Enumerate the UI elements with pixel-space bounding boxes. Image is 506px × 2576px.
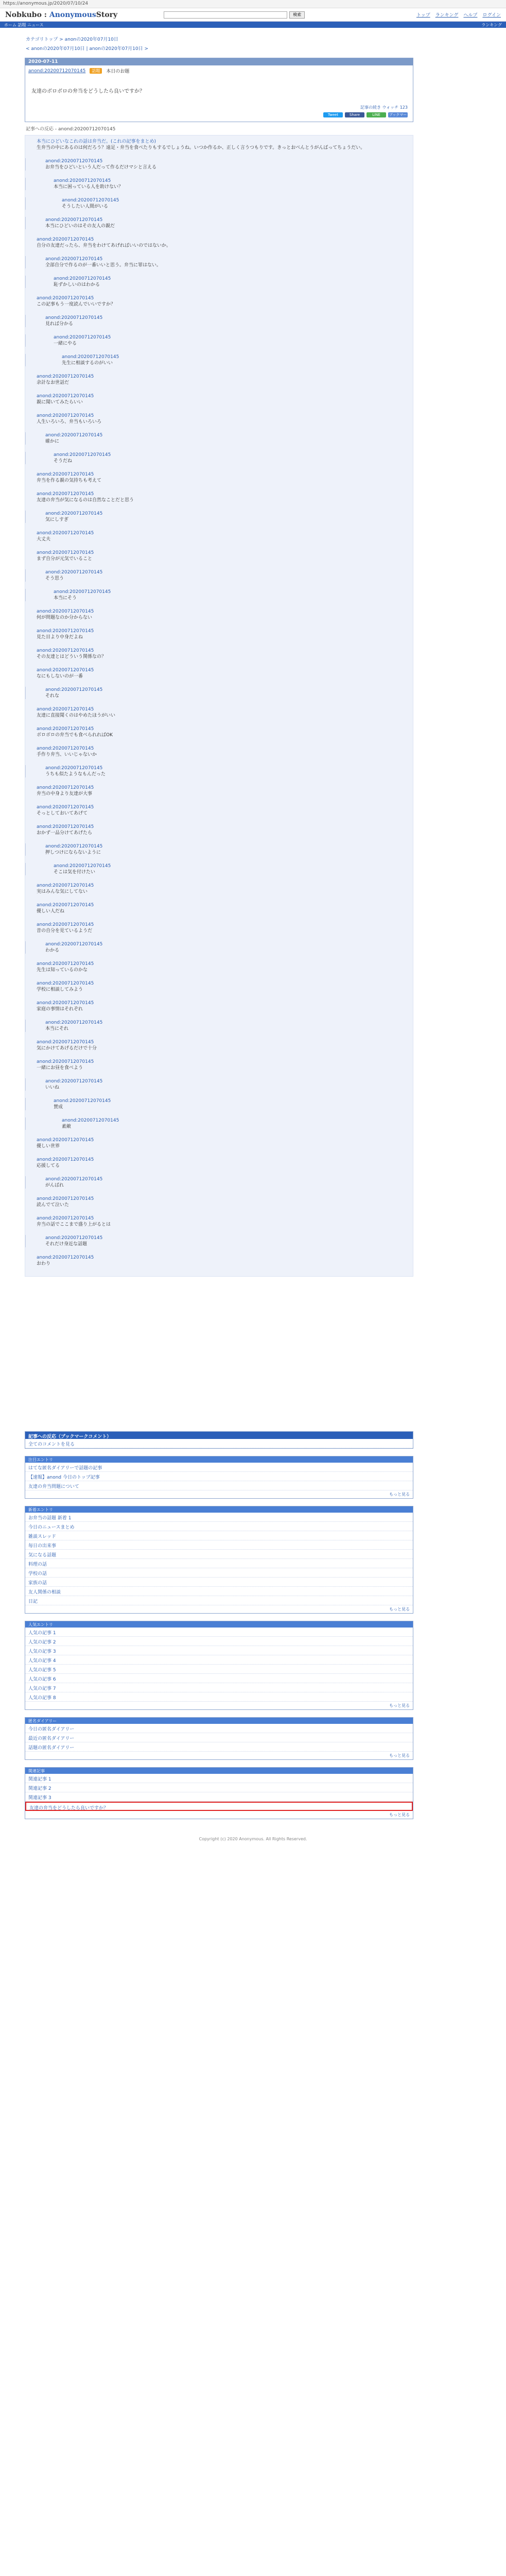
comment-item: [25, 432, 413, 445]
comment-item: [25, 667, 413, 680]
box-row-link[interactable]: 関連記事 3: [25, 1792, 413, 1802]
box-row-link[interactable]: 雑談スレッド: [25, 1531, 413, 1540]
comment-item: [25, 804, 413, 817]
box-row-link[interactable]: 気になる話題: [25, 1550, 413, 1559]
box-row-link[interactable]: 人気の記事 7: [25, 1683, 413, 1692]
box-row-link[interactable]: 友人関係の相談: [25, 1587, 413, 1596]
topic-meta: [25, 65, 413, 76]
share-button[interactable]: Tweet: [323, 112, 343, 117]
comment-author-link[interactable]: 本当にひどいなこれの話は弁当だ。(これの記事をまとめ): [37, 139, 156, 144]
box-row-link[interactable]: 【速報】anond 今日のトップ記事: [25, 1472, 413, 1481]
comment-item: [25, 1255, 413, 1267]
comment-author-link[interactable]: anond:20200712070145: [37, 707, 94, 712]
comment-item: [25, 883, 413, 895]
comment-author-link[interactable]: anond:20200712070145: [37, 981, 94, 986]
comment-author-link[interactable]: anond:20200712070145: [37, 903, 94, 908]
comment-author-link[interactable]: anond:20200712070145: [37, 824, 94, 829]
comment-author-link[interactable]: anond:20200712070145: [37, 1157, 94, 1162]
comment-author-link[interactable]: anond:20200712070145: [37, 492, 94, 497]
comment-text: 昔の自分を見ているようだ: [37, 928, 93, 934]
comment-author-link[interactable]: anond:20200712070145: [45, 570, 103, 575]
comment-author-link[interactable]: anond:20200712070145: [37, 237, 94, 242]
comment-text: 学校に相談してみよう: [37, 987, 83, 992]
info-box: [25, 1431, 413, 1449]
topic-footer[interactable]: 記事の続き ウォッチ 123: [360, 105, 408, 110]
comment-author-link[interactable]: anond:20200712070145: [37, 296, 94, 301]
comment-author-link[interactable]: anond:20200712070145: [45, 1079, 103, 1084]
comment-text: そうだね: [54, 459, 73, 464]
comment-author-link[interactable]: anond:20200712070145: [45, 1020, 103, 1025]
comment-text: まず自分が元気でいること: [37, 556, 93, 562]
comment-item: [25, 1059, 413, 1071]
comment-item: [25, 1215, 413, 1228]
comment-author-link[interactable]: anond:20200712070145: [37, 1001, 94, 1006]
comment-author-link[interactable]: anond:20200712070145: [45, 315, 103, 320]
comment-text: 応援してる: [37, 1163, 60, 1168]
comment-list: [25, 135, 413, 1277]
comment-author-link[interactable]: anond:20200712070145: [45, 257, 103, 262]
url-text: https://anonymous.jp/2020/07/10/24: [3, 1, 89, 6]
topic-date: 2020-07-11: [25, 58, 413, 65]
pager-line[interactable]: < anonの2020年07月10日 | anonの2020年07月10日 >: [26, 46, 149, 52]
box-row-link[interactable]: 今日のニュースまとめ: [25, 1522, 413, 1531]
more-link[interactable]: もっと見る: [389, 1753, 410, 1758]
info-box: [25, 1621, 413, 1710]
comment-text: 弁当を作る親の気持ちも考えて: [37, 478, 102, 483]
box-row-link[interactable]: 家族の話: [25, 1578, 413, 1587]
comment-text: 本当にひどいのはその友人の親だ: [45, 224, 115, 229]
comment-author-link[interactable]: anond:20200712070145: [37, 726, 94, 732]
comment-text: 大丈夫: [37, 537, 51, 542]
comment-item: [25, 315, 413, 327]
header-search: [164, 11, 305, 19]
comment-text: 優しい人だね: [37, 909, 65, 914]
comment-text: 確かに: [45, 439, 60, 444]
header-links: [416, 11, 501, 18]
comment-text: それだけ身近な話題: [45, 1242, 88, 1247]
box-row-link[interactable]: 料理の話: [25, 1559, 413, 1568]
comment-text: 先生は知っているのかな: [37, 968, 88, 973]
header-link[interactable]: ログイン: [482, 13, 501, 18]
comment-text: この記事もう一度読んでいいですか？: [37, 302, 116, 307]
comment-item: [25, 922, 413, 934]
comment-text: うちも似たようなもんだった: [45, 772, 106, 777]
comment-item: [25, 941, 413, 954]
comment-item: [25, 902, 413, 914]
comment-item: [25, 413, 413, 425]
site-logo[interactable]: Nobkubo : AnonymousStory: [5, 10, 118, 19]
comment-author-link[interactable]: anond:20200712070145: [37, 1040, 94, 1045]
box-subtitle: 匿名ダイアリー: [25, 1718, 413, 1724]
comment-text: 優しい世界: [37, 1144, 60, 1149]
header-link[interactable]: トップ: [416, 13, 430, 18]
comment-text: その友達とはどういう関係なの？: [37, 654, 107, 659]
share-button[interactable]: ブックマーク: [389, 113, 407, 122]
sub-navbar: [0, 22, 506, 28]
info-box: [25, 1767, 413, 1819]
more-link[interactable]: もっと見る: [389, 1812, 410, 1817]
comment-author-link[interactable]: anond:20200712070145: [37, 1138, 94, 1143]
comment-text: 一緒にお昼を食べよう: [37, 1065, 83, 1071]
comment-text: わかる: [45, 948, 60, 953]
comment-author-link[interactable]: anond:20200712070145: [37, 609, 94, 614]
comment-item: [25, 1039, 413, 1052]
comment-author-link[interactable]: anond:20200712070145: [45, 1235, 103, 1241]
comment-author-link[interactable]: anond:20200712070145: [54, 863, 111, 869]
comment-text: 本当にそれ: [45, 1026, 69, 1031]
comment-item: [25, 726, 413, 738]
comment-item: [25, 1176, 413, 1189]
comment-item: [25, 980, 413, 993]
comment-author-link[interactable]: anond:20200712070145: [62, 198, 119, 203]
comment-text: おかず一品分けてあげたら: [37, 831, 93, 836]
share-button[interactable]: LINE: [367, 112, 386, 117]
more-link[interactable]: もっと見る: [389, 1607, 410, 1612]
share-buttons: [25, 112, 413, 122]
topic-panel: [25, 58, 413, 122]
info-box: [25, 1506, 413, 1614]
comment-author-link[interactable]: anond:20200712070145: [54, 1098, 111, 1104]
box-row-link[interactable]: 最近の匿名ダイアリー: [25, 1733, 413, 1742]
box-row-link[interactable]: 全てのコメントを見る: [25, 1439, 413, 1448]
header-link[interactable]: ヘルプ: [463, 13, 478, 18]
box-row-link[interactable]: 人気の記事 3: [25, 1646, 413, 1655]
box-row-link[interactable]: 人気の記事 1: [25, 1628, 413, 1637]
box-row-link[interactable]: 学校の話: [25, 1568, 413, 1578]
header-link[interactable]: ランキング: [435, 13, 459, 18]
comment-author-link[interactable]: anond:20200712070145: [54, 178, 111, 183]
comment-text: 見れば分かる: [45, 321, 74, 327]
comment-text: 気にしすぎ: [45, 517, 69, 522]
box-row-link[interactable]: 人気の記事 4: [25, 1655, 413, 1665]
comment-item: [25, 745, 413, 758]
comment-author-link[interactable]: anond:20200712070145: [37, 472, 94, 477]
comment-item: [25, 452, 413, 464]
comment-item: [25, 1020, 413, 1032]
comment-item: [25, 569, 413, 582]
comment-text: 何が問題なのか分からない: [37, 615, 93, 620]
comment-author-link[interactable]: anond:20200712070145: [37, 648, 94, 653]
comment-author-link[interactable]: anond:20200712070145: [45, 687, 103, 692]
comment-item: [25, 1078, 413, 1091]
topic-badge: 話題: [90, 68, 102, 74]
comment-item: [25, 863, 413, 875]
comment-text: 余計なお世話だ: [37, 380, 69, 385]
topic-author-link[interactable]: anond:20200712070145: [28, 68, 86, 74]
box-row-link[interactable]: 人気の記事 5: [25, 1665, 413, 1674]
breadcrumb-line[interactable]: カテゴリトップ > anonの2020年07月10日: [26, 37, 118, 42]
topic-badge-secondary: 本日のお題: [106, 69, 130, 74]
comment-text: 友達に直接聞くのはやめたほうがいい: [37, 713, 116, 718]
box-row-link[interactable]: 友達の弁当をどうしたら良いですか？: [25, 1802, 413, 1811]
comment-author-link[interactable]: anond:20200712070145: [37, 1059, 94, 1064]
page-footer: Copyright (c) 2020 Anonymous. All Rights Reserved.: [199, 1837, 307, 1841]
box-row-link[interactable]: 人気の記事 6: [25, 1674, 413, 1683]
comment-author-link[interactable]: anond:20200712070145: [45, 942, 103, 947]
comment-text: そうしたい人間がいる: [62, 204, 109, 209]
url-bar[interactable]: [0, 0, 506, 8]
comment-item: [25, 236, 413, 249]
comment-item: [25, 824, 413, 836]
comment-text: 一緒にやる: [54, 341, 77, 346]
subbar-left[interactable]: ホーム 話題 ニュース: [4, 23, 44, 27]
box-row-link[interactable]: 関連記事 1: [25, 1774, 413, 1783]
info-box: [25, 1717, 413, 1760]
comment-author-link[interactable]: anond:20200712070145: [45, 766, 103, 771]
comment-item: [25, 706, 413, 719]
comment-text: 生弁当の中にあるのは何だろう？遠足・弁当を食べたりもするでしょうね。いつか作るか、正しく言うつもりです。きっとおべんとうがんばってちょうだい。: [37, 145, 365, 150]
comment-author-link[interactable]: anond:20200712070145: [37, 785, 94, 790]
comment-item: [25, 295, 413, 308]
comment-text: 実はみんな気にしてない: [37, 889, 88, 894]
comment-author-link[interactable]: anond:20200712070145: [62, 1118, 119, 1123]
comment-text: 押しつけにならないように: [45, 850, 101, 855]
topic-body: 友達のボロボロの弁当をどうしたら良いですか？: [31, 89, 145, 94]
box-row-link[interactable]: 関連記事 2: [25, 1783, 413, 1792]
box-row-link[interactable]: はてな匿名ダイアリーで話題の記事: [25, 1463, 413, 1472]
comment-text: ボロボロの弁当でも食べられればOK: [37, 733, 113, 738]
comment-author-link[interactable]: anond:20200712070145: [37, 883, 94, 888]
comment-author-link[interactable]: anond:20200712070145: [54, 589, 111, 595]
box-title: 記事への反応（ブックマークコメント）: [25, 1432, 413, 1439]
box-row-link[interactable]: 友達の弁当問題について: [25, 1481, 413, 1490]
comment-author-link[interactable]: anond:20200712070145: [45, 159, 103, 164]
comment-text: 素敵: [62, 1124, 72, 1129]
comment-item: [25, 1117, 413, 1130]
box-row-link[interactable]: 毎日の出来事: [25, 1540, 413, 1550]
comment-text: 友達の弁当が気になるのは自然なことだと思う: [37, 498, 134, 503]
box-row-link[interactable]: 今日の匿名ダイアリー: [25, 1724, 413, 1733]
comment-item: [25, 1196, 413, 1208]
comment-text: 気にかけてあげるだけで十分: [37, 1046, 97, 1051]
comment-item: [25, 393, 413, 405]
comment-item: [25, 197, 413, 210]
comment-text: そう思う: [45, 576, 64, 581]
comment-author-link[interactable]: anond:20200712070145: [37, 629, 94, 634]
comment-item: [25, 628, 413, 640]
box-row-link[interactable]: お弁当の話題 新着 1: [25, 1513, 413, 1522]
comment-item: [25, 765, 413, 777]
comment-text: 賛成: [54, 1105, 63, 1110]
comment-text: 親に聞いてみたらいい: [37, 400, 83, 405]
comment-author-link[interactable]: anond:20200712070145: [37, 668, 94, 673]
box-subtitle: 新着エントリ: [25, 1506, 413, 1513]
comment-author-link[interactable]: anond:20200712070145: [37, 374, 94, 379]
comment-item: [25, 1157, 413, 1169]
comment-item: [25, 608, 413, 621]
comment-author-link[interactable]: anond:20200712070145: [45, 844, 103, 849]
comment-text: 読んでて泣いた: [37, 1202, 69, 1208]
more-link[interactable]: もっと見る: [389, 1492, 410, 1497]
comment-item: [25, 589, 413, 601]
comment-text: 先生に相談するのがいい: [62, 361, 113, 366]
comment-author-link[interactable]: anond:20200712070145: [37, 531, 94, 536]
comment-text: 家庭の事情はそれぞれ: [37, 1007, 83, 1012]
main-content: [25, 58, 413, 1277]
share-button[interactable]: Share: [345, 112, 364, 117]
comment-item: [25, 334, 413, 347]
comment-author-link[interactable]: anond:20200712070145: [37, 413, 94, 418]
search-input[interactable]: [164, 11, 287, 19]
comment-author-link[interactable]: anond:20200712070145: [37, 922, 94, 927]
comment-text: 弁当の中身より友達が大事: [37, 791, 93, 796]
comment-item: [25, 1137, 413, 1149]
comment-item: [25, 178, 413, 190]
comment-text: お弁当をひどいという人だって作るだけマシと言える: [45, 165, 157, 170]
comment-item: [25, 471, 413, 484]
comment-item: [25, 276, 413, 288]
box-subtitle: 関連記事: [25, 1768, 413, 1774]
comment-author-link[interactable]: anond:20200712070145: [37, 1216, 94, 1221]
breadcrumb: [0, 28, 506, 54]
comment-item: [25, 491, 413, 503]
comment-item: [25, 785, 413, 797]
comment-item: [25, 687, 413, 699]
comment-text: 見た目より中身だよね: [37, 635, 83, 640]
reply-count: 記事への反応 - anond:20200712070145: [26, 127, 116, 132]
comment-item: [25, 511, 413, 523]
comment-author-link[interactable]: anond:20200712070145: [54, 276, 111, 281]
comment-author-link[interactable]: anond:20200712070145: [54, 452, 111, 457]
comment-author-link[interactable]: anond:20200712070145: [37, 746, 94, 751]
comment-item: [25, 843, 413, 856]
comment-text: 手作り弁当、いいじゃないか: [37, 752, 97, 757]
box-subtitle: 注目エントリ: [25, 1456, 413, 1463]
info-box: [25, 1456, 413, 1499]
comment-text: 本当に困っている人を助けない？: [54, 184, 124, 190]
comment-item: [25, 530, 413, 543]
comment-item: [25, 158, 413, 171]
search-button[interactable]: 検索: [289, 11, 305, 19]
comment-text: おわり: [37, 1261, 51, 1266]
comment-text: がんばれ: [45, 1183, 64, 1188]
comment-item: [25, 550, 413, 562]
box-row-link[interactable]: 人気の記事 8: [25, 1692, 413, 1702]
comment-text: そっとしておいてあげて: [37, 811, 88, 816]
logo-part-a: Nobkubo: [5, 10, 42, 19]
comment-author-link[interactable]: anond:20200712070145: [37, 1255, 94, 1260]
comment-author-link[interactable]: anond:20200712070145: [45, 433, 103, 438]
comment-author-link[interactable]: anond:20200712070145: [45, 217, 103, 223]
comment-item: [25, 374, 413, 386]
comment-item: [25, 648, 413, 660]
comment-text: それな: [45, 693, 60, 699]
comment-author-link[interactable]: anond:20200712070145: [45, 1177, 103, 1182]
comment-author-link[interactable]: anond:20200712070145: [37, 1196, 94, 1201]
site-header: [0, 8, 506, 22]
comment-author-link[interactable]: anond:20200712070145: [37, 961, 94, 967]
comment-text: 恥ずかしいのはわかる: [54, 282, 100, 287]
comment-text: 人生いろいろ、弁当もいろいろ: [37, 419, 102, 425]
comment-item: [25, 256, 413, 268]
box-row-link[interactable]: 日記: [25, 1596, 413, 1605]
comment-item: [25, 1235, 413, 1247]
comment-item: [25, 1098, 413, 1110]
comment-author-link[interactable]: anond:20200712070145: [54, 335, 111, 340]
logo-part-c: Story: [96, 10, 118, 19]
box-subtitle: 人気エントリ: [25, 1621, 413, 1628]
comment-text: なにもしないのが一番: [37, 674, 83, 679]
comment-text: 弁当の話でここまで盛り上がるとは: [37, 1222, 111, 1227]
subbar-right[interactable]: ランキング: [481, 23, 502, 27]
comment-item: [25, 354, 413, 366]
comment-author-link[interactable]: anond:20200712070145: [62, 354, 119, 360]
comment-item: [25, 139, 413, 151]
sidebar-boxes: [0, 1431, 506, 1819]
comment-text: そこは気を付けたい: [54, 870, 96, 875]
comment-item: [25, 961, 413, 973]
more-link[interactable]: もっと見る: [389, 1703, 410, 1708]
comment-author-link[interactable]: anond:20200712070145: [37, 550, 94, 555]
comment-text: 自分の友達だったら、弁当をわけてあげればいいのではないか。: [37, 243, 171, 248]
comment-author-link[interactable]: anond:20200712070145: [45, 511, 103, 516]
comment-item: [25, 1000, 413, 1012]
comment-author-link[interactable]: anond:20200712070145: [37, 805, 94, 810]
comment-text: 本当にそう: [54, 596, 77, 601]
comment-author-link[interactable]: anond:20200712070145: [37, 394, 94, 399]
comment-text: 全部自分で作るのが一番いいと思う。弁当に罪はない。: [45, 263, 162, 268]
logo-part-b: Anonymous: [49, 10, 96, 19]
comment-text: いいね: [45, 1085, 60, 1090]
comment-item: [25, 217, 413, 229]
box-row-link[interactable]: 人気の記事 2: [25, 1637, 413, 1646]
box-row-link[interactable]: 話題の匿名ダイアリー: [25, 1742, 413, 1752]
